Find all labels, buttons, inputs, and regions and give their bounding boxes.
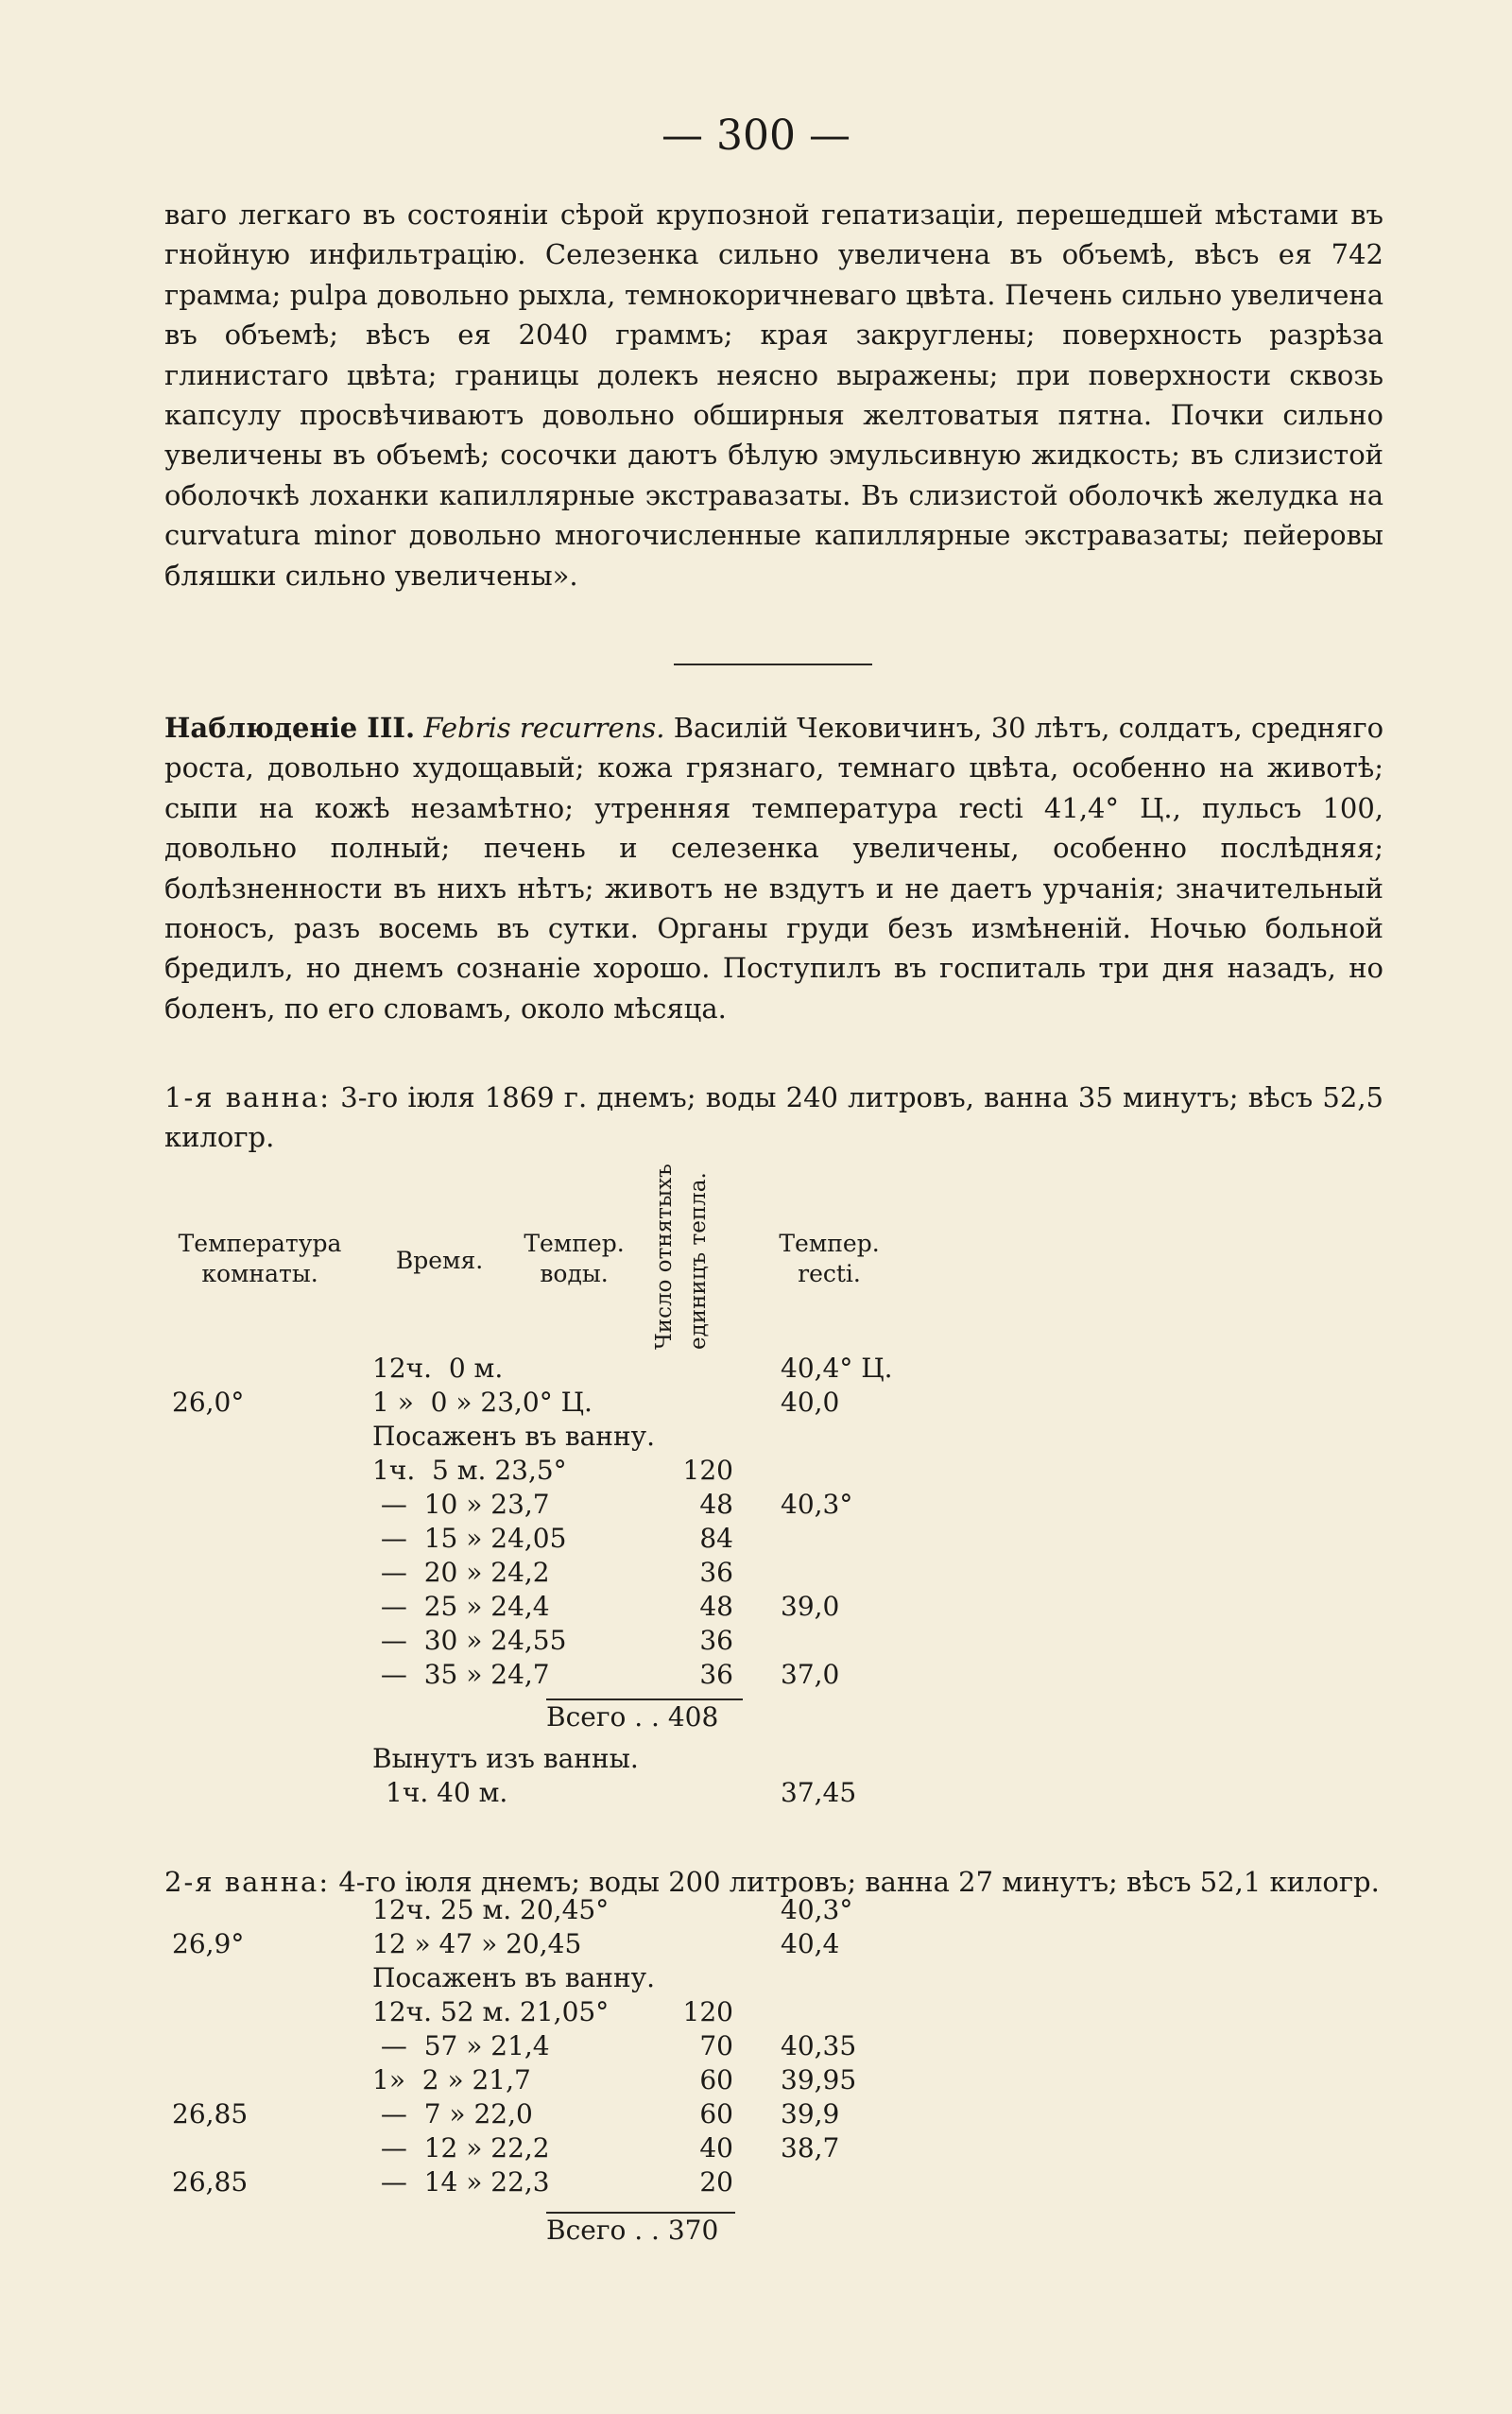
header-heat-units-line-2: единицъ тепла.	[686, 1172, 711, 1350]
heat-units-cell: 36	[699, 1625, 733, 1656]
time-cell: 12ч. 52 м. 21,05°	[372, 1996, 610, 2027]
heat-units-cell: 60	[699, 2064, 733, 2095]
time-cell: Посаженъ въ ванну.	[372, 1421, 655, 1452]
time-cell: 12 » 47 » 20,45	[372, 1928, 582, 1959]
time-cell: 1 » 0 » 23,0° Ц.	[372, 1387, 593, 1418]
section-divider	[674, 664, 872, 665]
observation-text: Василiй Чековичинъ, 30 лѣтъ, солдатъ, средняго роста, довольно худощавый; кожа грязнаго, темнаго цвѣта, особенно на животѣ; сыпи на кожѣ незамѣтно; утренняя температура recti 41,4° Ц., пульсъ 100, довольно полный; печень и селезенка увеличены, особенно послѣдняя; болѣзненности въ нихъ нѣтъ; животъ не вздутъ и не даетъ урчанiя; значительный поносъ, разъ восемь въ сутки. Органы груди безъ измѣненiй. Ночью больной бредилъ, но днемъ сознанiе хорошо. Поступилъ въ госпиталь три дня назадъ, но боленъ, по его словамъ, около мѣсяца.	[164, 712, 1384, 1025]
time-cell: — 35 » 24,7	[372, 1659, 550, 1690]
time-cell: — 10 » 23,7	[372, 1489, 550, 1520]
table-1-total: Всего . . 408	[546, 1701, 719, 1733]
header-rectal-temp: Темпер. recti.	[779, 1230, 880, 1287]
autopsy-paragraph: ваго легкаго въ состоянiи сѣрой крупозной гепатизацiи, перешедшей мѣстами въ гнойную инфильтрацiю. Селезенка сильно увеличена въ объемѣ, вѣсъ ея 742 грамма; pulpa довольно рыхла, темнокоричневаго цвѣта. Печень сильно увеличена въ объемѣ; вѣсъ ея 2040 граммъ; края закруглены; поверхность разрѣза глинистаго цвѣта; границы долекъ неясно выражены; при поверхности сквозь капсулу просвѣчиваютъ довольно обширныя желтоватыя пятна. Почки сильно увеличены въ объемѣ; сосочки даютъ бѣлую эмульсивную жидкость; въ слизистой оболочкѣ лоханки капиллярные экстравазаты. Въ слизистой оболочкѣ желудка на curvatura minor довольно многочисленные капиллярные экстравазаты; пейеровы бляшки сильно увеличены».	[164, 198, 1383, 592]
heat-units-cell: 36	[699, 1557, 733, 1588]
time-cell: — 14 » 22,3	[372, 2166, 550, 2198]
page-number: — 300 —	[662, 112, 850, 160]
time-cell: — 30 » 24,55	[372, 1625, 567, 1656]
time-cell: 1ч. 5 м. 23,5°	[372, 1455, 567, 1486]
heat-units-cell: 36	[699, 1659, 733, 1690]
heat-units-cell: 20	[699, 2166, 733, 2198]
rectal-temp-cell: 40,4° Ц.	[781, 1353, 893, 1384]
rectal-temp-cell: 39,95	[781, 2064, 857, 2095]
rectal-temp-cell: 40,0	[781, 1387, 840, 1418]
room-temp-cell: 26,9°	[172, 1928, 245, 1959]
time-cell: Посаженъ въ ванну.	[372, 1962, 655, 1993]
time-cell: — 57 » 21,4	[372, 2030, 550, 2061]
bath-1-paragraph	[164, 1078, 1383, 1158]
rectal-temp-cell: 39,0	[781, 1591, 840, 1622]
heat-units-cell: 120	[682, 1455, 733, 1486]
removed-from-bath: Вынутъ изъ ванны.	[372, 1743, 639, 1774]
time-cell: — 15 » 24,05	[372, 1523, 567, 1554]
removed-rectal-temp: 37,45	[781, 1777, 857, 1808]
time-cell: — 7 » 22,0	[372, 2098, 533, 2129]
bath-2-paragraph	[164, 1862, 1383, 1902]
bath-2-label: 2-я ванна:	[164, 1866, 331, 1898]
heat-units-cell: 70	[699, 2030, 733, 2061]
rectal-temp-cell: 40,3°	[781, 1894, 853, 1925]
header-room-temp: Температура комнаты.	[178, 1230, 342, 1287]
time-cell: 12ч. 25 м. 20,45°	[372, 1894, 610, 1925]
header-water-temp: Темпер. воды.	[524, 1230, 625, 1287]
bath-2-text: 4-го iюля днемъ; воды 200 литровъ; ванна 27 минутъ; вѣсъ 52,1 килогр.	[338, 1866, 1380, 1898]
heat-units-cell: 40	[699, 2132, 733, 2164]
observation-paragraph	[164, 708, 1383, 1028]
room-temp-cell: 26,85	[172, 2098, 249, 2129]
heat-units-cell: 84	[699, 1523, 733, 1554]
heat-units-cell: 60	[699, 2098, 733, 2129]
bath-1-label: 1-я ванна:	[164, 1081, 332, 1113]
time-cell: — 12 » 22,2	[372, 2132, 550, 2164]
time-cell: — 25 » 24,4	[372, 1591, 550, 1622]
header-heat-units-line-1: Число отнятыхъ	[652, 1164, 677, 1350]
header-time: Время.	[395, 1247, 484, 1274]
room-temp-cell: 26,85	[172, 2166, 249, 2198]
heat-units-cell: 120	[682, 1996, 733, 2027]
table-2-sum-rule	[546, 2212, 735, 2214]
rectal-temp-cell: 37,0	[781, 1659, 840, 1690]
rectal-temp-cell: 40,4	[781, 1928, 840, 1959]
rectal-temp-cell: 39,9	[781, 2098, 840, 2129]
time-cell: 1» 2 » 21,7	[372, 2064, 531, 2095]
room-temp-cell: 26,0°	[172, 1387, 245, 1418]
rectal-temp-cell: 38,7	[781, 2132, 840, 2164]
time-cell: — 20 » 24,2	[372, 1557, 550, 1588]
header-heat-units	[650, 1164, 756, 1353]
bath-1-text: 3-го iюля 1869 г. днемъ; воды 240 литровъ, ванна 35 минутъ; вѣсъ 52,5 килогр.	[164, 1081, 1384, 1154]
table-2-total: Всего . . 370	[546, 2215, 719, 2246]
table-1-sum-rule	[546, 1698, 743, 1700]
observation-label: Наблюденiе III.	[164, 712, 416, 744]
removed-time: 1ч. 40 м.	[386, 1777, 508, 1808]
time-cell: 12ч. 0 м.	[372, 1353, 504, 1384]
observation-disease: Febris recurrens.	[423, 712, 665, 744]
rectal-temp-cell: 40,35	[781, 2030, 857, 2061]
rectal-temp-cell: 40,3°	[781, 1489, 853, 1520]
heat-units-cell: 48	[699, 1489, 733, 1520]
heat-units-cell: 48	[699, 1591, 733, 1622]
